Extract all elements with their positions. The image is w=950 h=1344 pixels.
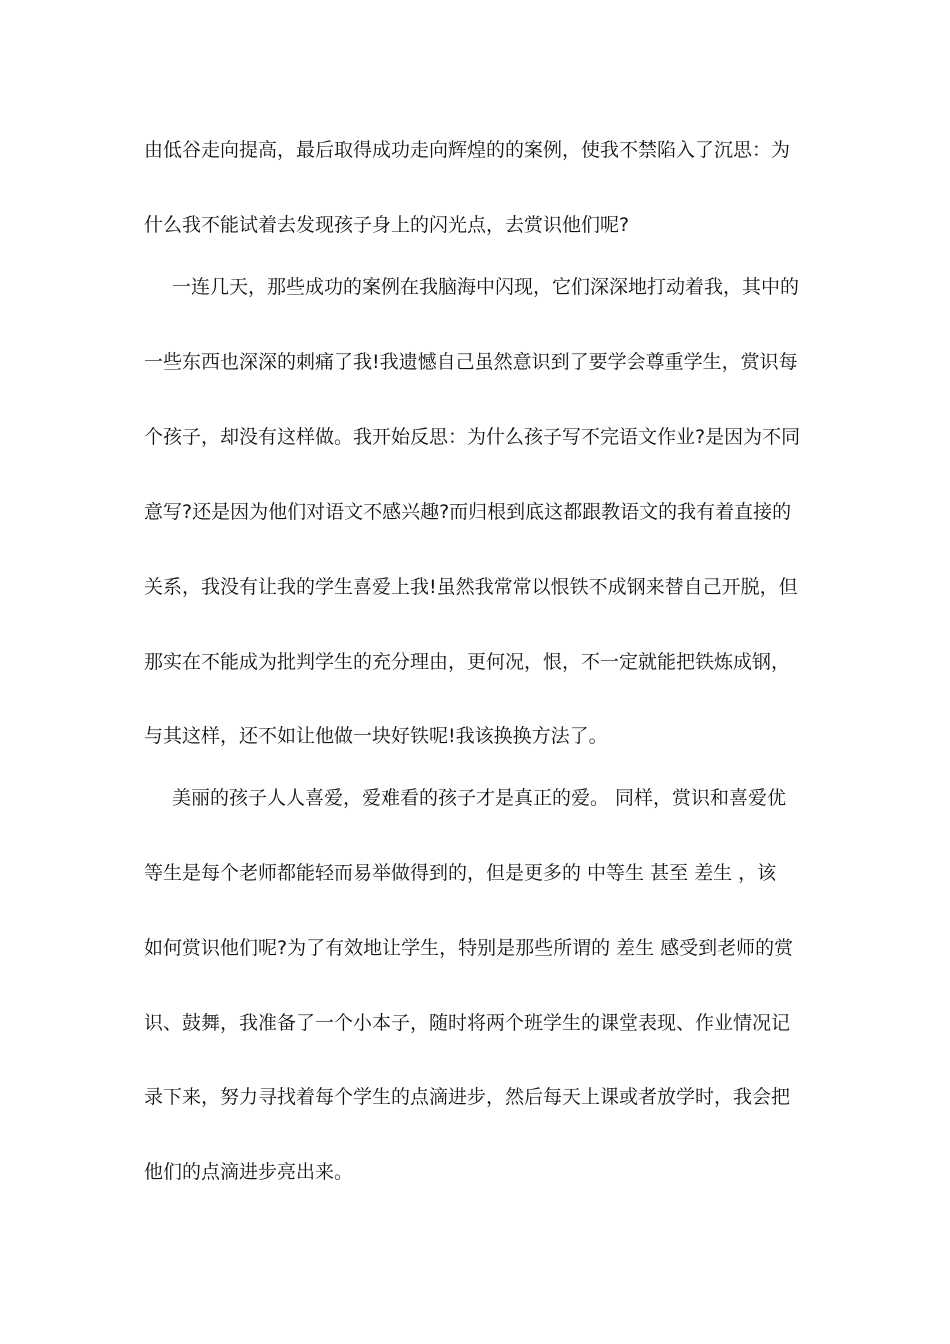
text-line: 意写?还是因为他们对语文不感兴趣?而归根到底这都跟教语文的我有着直接的 (144, 501, 792, 523)
text-line: 他们的点滴进步亮出来。 (144, 1161, 354, 1183)
text-line: 识、鼓舞，我准备了一个小本子，随时将两个班学生的课堂表现、作业情况记 (144, 1012, 791, 1034)
text-line: 一些东西也深深的刺痛了我!我遗憾自己虽然意识到了要学会尊重学生，赏识每 (144, 351, 798, 373)
text-line: 等生是每个老师都能轻而易举做得到的，但是更多的 中等生 甚至 差生 ，该 (144, 862, 777, 884)
text-line: 个孩子，却没有这样做。我开始反思：为什么孩子写不完语文作业?是因为不同 (144, 426, 801, 448)
paragraph-start-line: 一连几天，那些成功的案例在我脑海中闪现，它们深深地打动着我，其中的 (172, 276, 800, 298)
text-line: 什么我不能试着去发现孩子身上的闪光点，去赏识他们呢? (144, 214, 630, 236)
text-line: 那实在不能成为批判学生的充分理由，更何况，恨，不一定就能把铁炼成钢， (144, 651, 791, 673)
text-line: 如何赏识他们呢?为了有效地让学生，特别是那些所谓的 差生 感受到老师的赏 (144, 937, 794, 959)
text-line: 录下来，努力寻找着每个学生的点滴进步，然后每天上课或者放学时，我会把 (144, 1086, 791, 1108)
text-line: 关系，我没有让我的学生喜爱上我!虽然我常常以恨铁不成钢来替自己开脱，但 (144, 576, 798, 598)
paragraph-start-line: 美丽的孩子人人喜爱，爱难看的孩子才是真正的爱。 同样，赏识和喜爱优 (172, 787, 787, 809)
text-line: 由低谷走向提高，最后取得成功走向辉煌的的案例，使我不禁陷入了沉思：为 (144, 139, 791, 161)
text-line: 与其这样，还不如让他做一块好铁呢!我该换换方法了。 (144, 725, 608, 747)
